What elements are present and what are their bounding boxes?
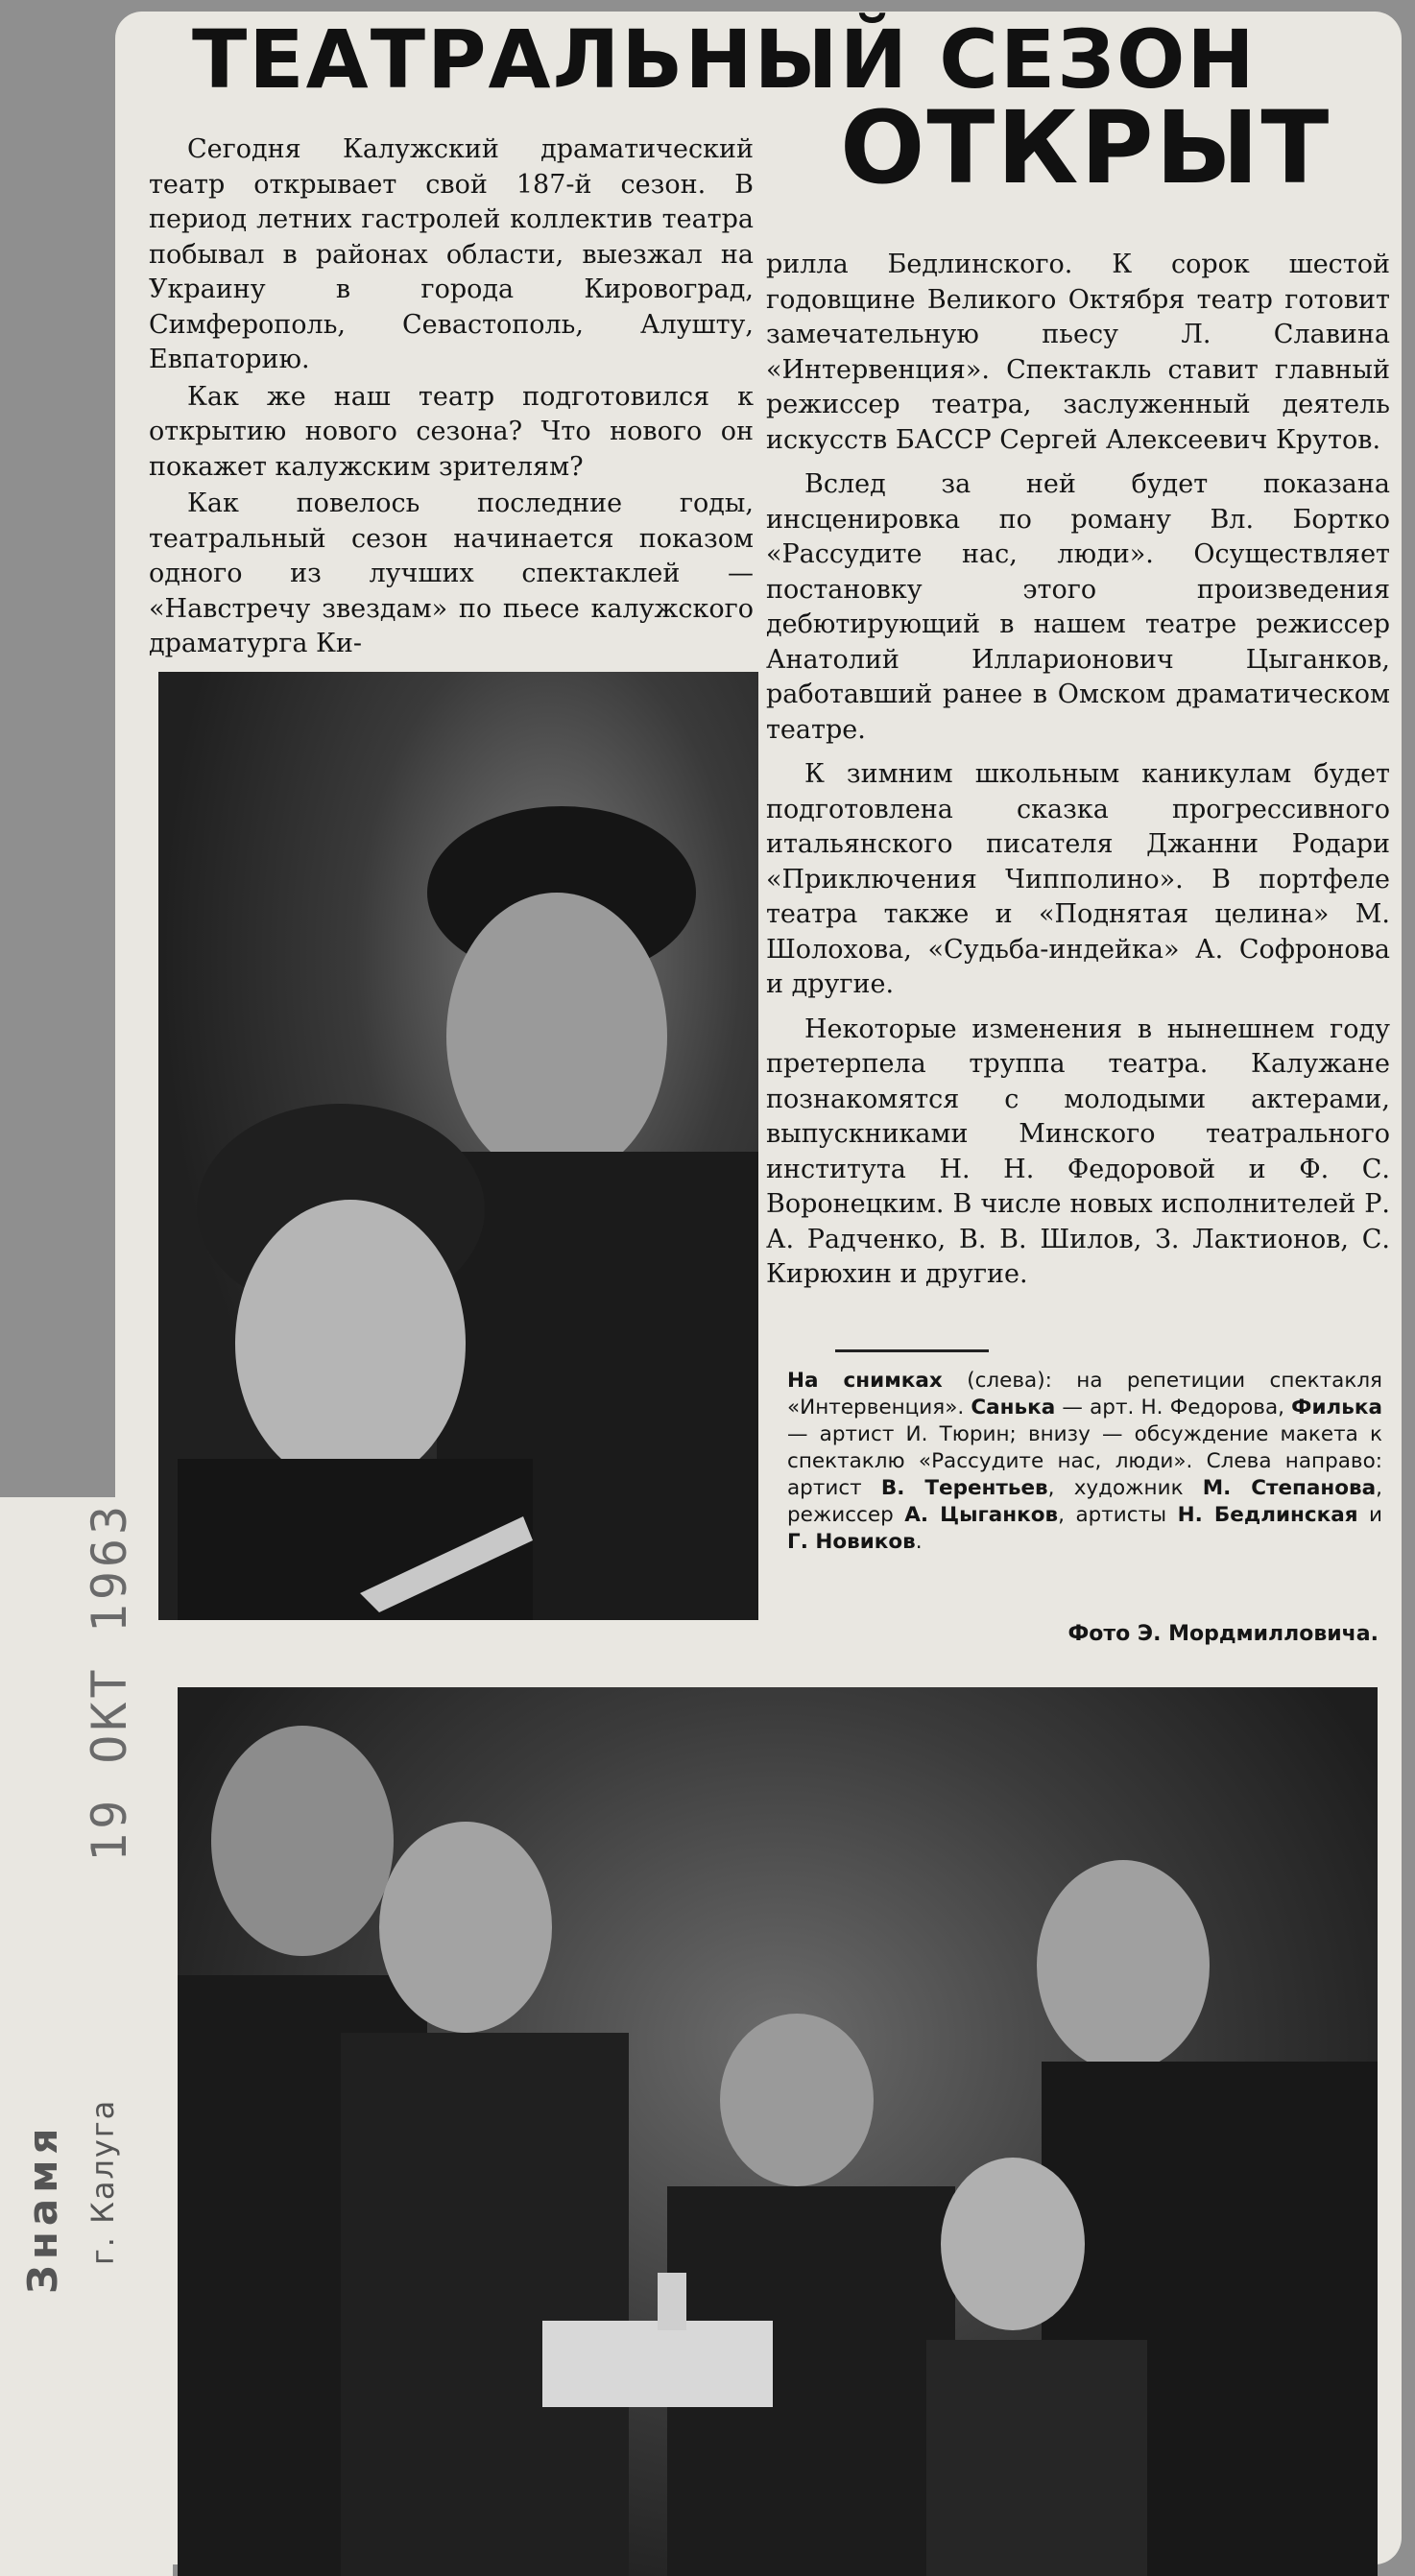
caption-name: Н. Бедлинская	[1177, 1503, 1358, 1527]
caption-name: М. Степанова	[1202, 1476, 1377, 1500]
discussion-photo	[178, 1687, 1378, 2576]
caption-name: А. Цыганков	[904, 1503, 1059, 1527]
article-column-2	[766, 248, 1390, 1293]
paragraph: рилла Бедлинского. К сорок шестой годовщине Великого Октября театр готовит замечательную пьесу Л. Славина «Интервенция». Спектакль ставит главный режиссер театра, заслуженный деятель искусств БАССР Сергей Алексеевич Крутов.	[766, 250, 1390, 455]
date-stamp: 19 ОКТ 1963	[82, 1501, 137, 1862]
caption-text: .	[915, 1530, 923, 1554]
caption-text: (слева): на репетиции спектакля «Интервенция».	[787, 1369, 1382, 1419]
newspaper-name-stamp: Знамя	[19, 2122, 66, 2294]
city-stamp: г. Калуга	[84, 2098, 121, 2265]
rehearsal-photo-image	[158, 672, 758, 1620]
paragraph: Некоторые изменения в нынешнем году претерпела труппа театра. Калужане познакомятся с молодыми актерами, выпускниками Минского театрального института Н. Н. Федоровой и Ф. С. Воронецким. В числе новых исполнителей Р. А. Радченко, В. В. Шилов, З. Лактионов, С. Кирюхин и другие.	[766, 1014, 1390, 1289]
caption-name: Санька	[971, 1395, 1056, 1419]
rehearsal-photo	[158, 672, 758, 1620]
discussion-photo-image	[178, 1687, 1378, 2576]
paragraph: Сегодня Калужский драматический театр открывает свой 187-й сезон. В период летних гастролей коллектив театра побывал в районах области, выезжал на Украину в города Кировоград, Симферополь, Севастополь, Алушту, Евпаторию.	[149, 134, 754, 374]
caption-text: , художник	[1047, 1476, 1203, 1500]
caption-name: Г. Новиков	[787, 1530, 916, 1554]
headline-line-1: ТЕАТРАЛЬНЫЙ СЕЗОН	[192, 12, 1257, 107]
photo-caption	[787, 1368, 1382, 1556]
caption-text: — арт. Н. Федорова,	[1055, 1395, 1292, 1419]
paragraph: Как же наш театр подготовился к открытию нового сезона? Что нового он покажет калужским зрителям?	[149, 381, 754, 482]
headline-line-2: ОТКРЫТ	[840, 89, 1331, 206]
paragraph: Как повелось последние годы, театральный сезон начинается показом одного из лучших спектаклей — «Навстречу звездам» по пьесе калужского драматурга Ки-	[149, 489, 754, 658]
article-column-1	[149, 132, 754, 662]
paragraph: Вслед за ней будет показана инсценировка по роману Вл. Бортко «Рассудите нас, люди». Осуществляет постановку этого произведения дебютирующий в нашем театре режиссер Анатолий Илларионович Цыганков, работавший ранее в Омском драматическом театре.	[766, 469, 1390, 745]
caption-divider	[835, 1349, 989, 1352]
caption-name: В. Терентьев	[880, 1476, 1048, 1500]
caption-text: — артист И. Тюрин; внизу — обсуждение макета к спектаклю «Рассудите нас, люди». Слева направо: артист	[787, 1422, 1382, 1500]
caption-name: Филька	[1291, 1395, 1383, 1419]
caption-text: , режиссер	[787, 1476, 1382, 1527]
photo-credit: Фото Э. Мордмилловича.	[1067, 1622, 1379, 1646]
caption-lead: На снимках	[787, 1369, 943, 1393]
caption-text: и	[1357, 1503, 1382, 1527]
caption-text: , артисты	[1058, 1503, 1178, 1527]
paragraph: К зимним школьным каникулам будет подготовлена сказка прогрессивного итальянского писателя Джанни Родари «Приключения Чипполино». В портфеле театра также и «Поднятая целина» М. Шолохова, «Судьба-индейка» А. Софронова и другие.	[766, 759, 1390, 999]
